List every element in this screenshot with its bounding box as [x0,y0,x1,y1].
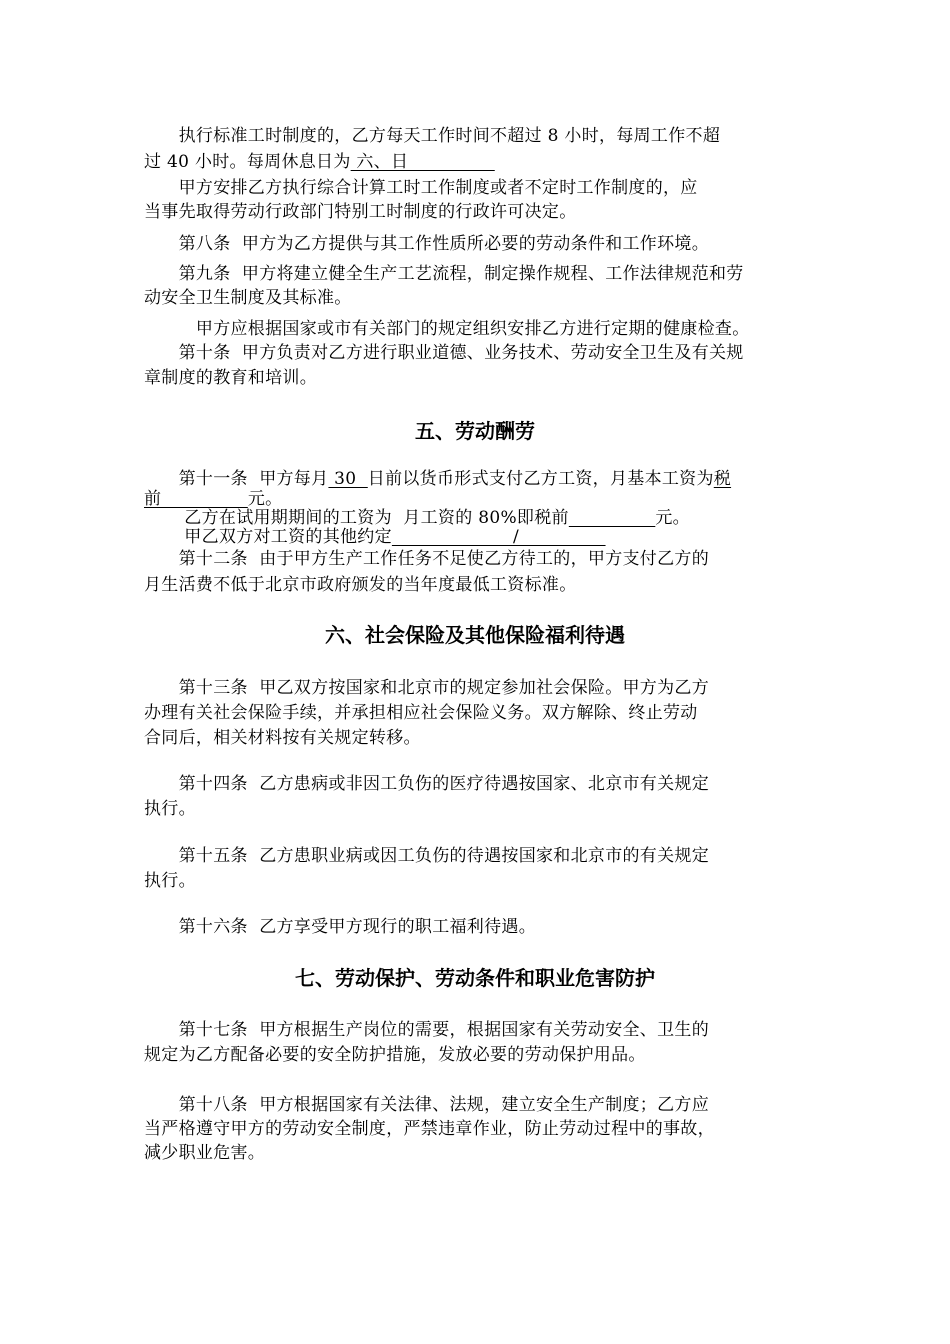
health-check-line: 甲方应根据国家或市有关部门的规定组织安排乙方进行定期的健康检查。 [144,319,750,339]
line-text: 日前以货币形式支付乙方工资，月基本工资为 [367,469,714,489]
line-text: 第十一条 甲方每月 [144,469,329,489]
paragraph-line [144,151,495,173]
article-10-line: 第十条 甲方负责对乙方进行职业道德、业务技术、劳动安全卫生及有关规 [144,343,744,363]
article-14-line: 第十四条 乙方患病或非因工负伤的医疗待遇按国家、北京市有关规定 [144,774,710,794]
article-18-line: 第十八条 甲方根据国家有关法律、法规，建立安全生产制度；乙方应 [144,1095,710,1115]
article-17-line: 第十七条 甲方根据生产岗位的需要，根据国家有关劳动安全、卫生的 [144,1020,710,1040]
article-14-line: 执行。 [144,799,196,819]
paragraph-line: 当事先取得劳动行政部门特别工时制度的行政许可决定。 [144,202,577,222]
article-11-line [144,526,606,548]
article-8: 第八条 甲方为乙方提供与其工作性质所必要的劳动条件和工作环境。 [144,234,710,254]
article-11-line [144,468,731,490]
probation-salary-fill [569,508,656,528]
paragraph-line: 甲方安排乙方执行综合计算工时工作制度或者不定时工作制度的，应 [144,178,698,198]
article-13-line: 第十三条 甲乙双方按国家和北京市的规定参加社会保险。甲方为乙方 [144,678,710,698]
article-15-line: 第十五条 乙方患职业病或因工负伤的待遇按国家和北京市的有关规定 [144,846,710,866]
article-18-line: 当严格遵守甲方的劳动安全制度，严禁违章作业，防止劳动过程中的事故， [144,1119,715,1139]
article-13-line: 办理有关社会保险手续，并承担相应社会保险义务。双方解除、终止劳动 [144,703,698,723]
section-heading-6: 六、社会保险及其他保险福利待遇 [325,623,625,647]
article-12-line: 第十二条 由于甲方生产工作任务不足使乙方待工的，甲方支付乙方的 [144,549,710,569]
other-terms-fill: / [391,527,606,547]
article-12-line: 月生活费不低于北京市政府颁发的当年度最低工资标准。 [144,575,577,595]
article-9-line: 动安全卫生制度及其标准。 [144,288,352,308]
article-15-line: 执行。 [144,871,196,891]
line-text: 元。 [247,489,283,509]
article-18-line: 减少职业危害。 [144,1143,266,1163]
section-heading-7: 七、劳动保护、劳动条件和职业危害防护 [295,966,655,990]
article-13-line: 合同后，相关材料按有关规定转移。 [144,728,421,748]
article-10-line: 章制度的教育和培训。 [144,368,317,388]
base-salary-fill: 前 [144,489,248,509]
article-16: 第十六条 乙方享受甲方现行的职工福利待遇。 [144,917,537,937]
line-text: 乙方在试用期期间的工资为 月工资的 80%即税前 [144,508,569,528]
rest-day-fill: 六、日 [350,152,495,172]
line-text: 元。 [655,508,690,528]
pay-day-fill: 30 [328,469,368,489]
section-heading-5: 五、劳动酬劳 [415,419,535,443]
line-text: 税 [713,469,732,489]
line-text: 甲乙双方对工资的其他约定 [144,527,392,547]
article-9-line: 第九条 甲方将建立健全生产工艺流程，制定操作规程、工作法律规范和劳 [144,264,744,284]
line-text: 过 40 小时。每周休息日为 [144,152,351,172]
article-17-line: 规定为乙方配备必要的安全防护措施，发放必要的劳动保护用品。 [144,1045,646,1065]
paragraph-line: 执行标准工时制度的，乙方每天工作时间不超过 8 小时，每周工作不超 [144,126,721,146]
